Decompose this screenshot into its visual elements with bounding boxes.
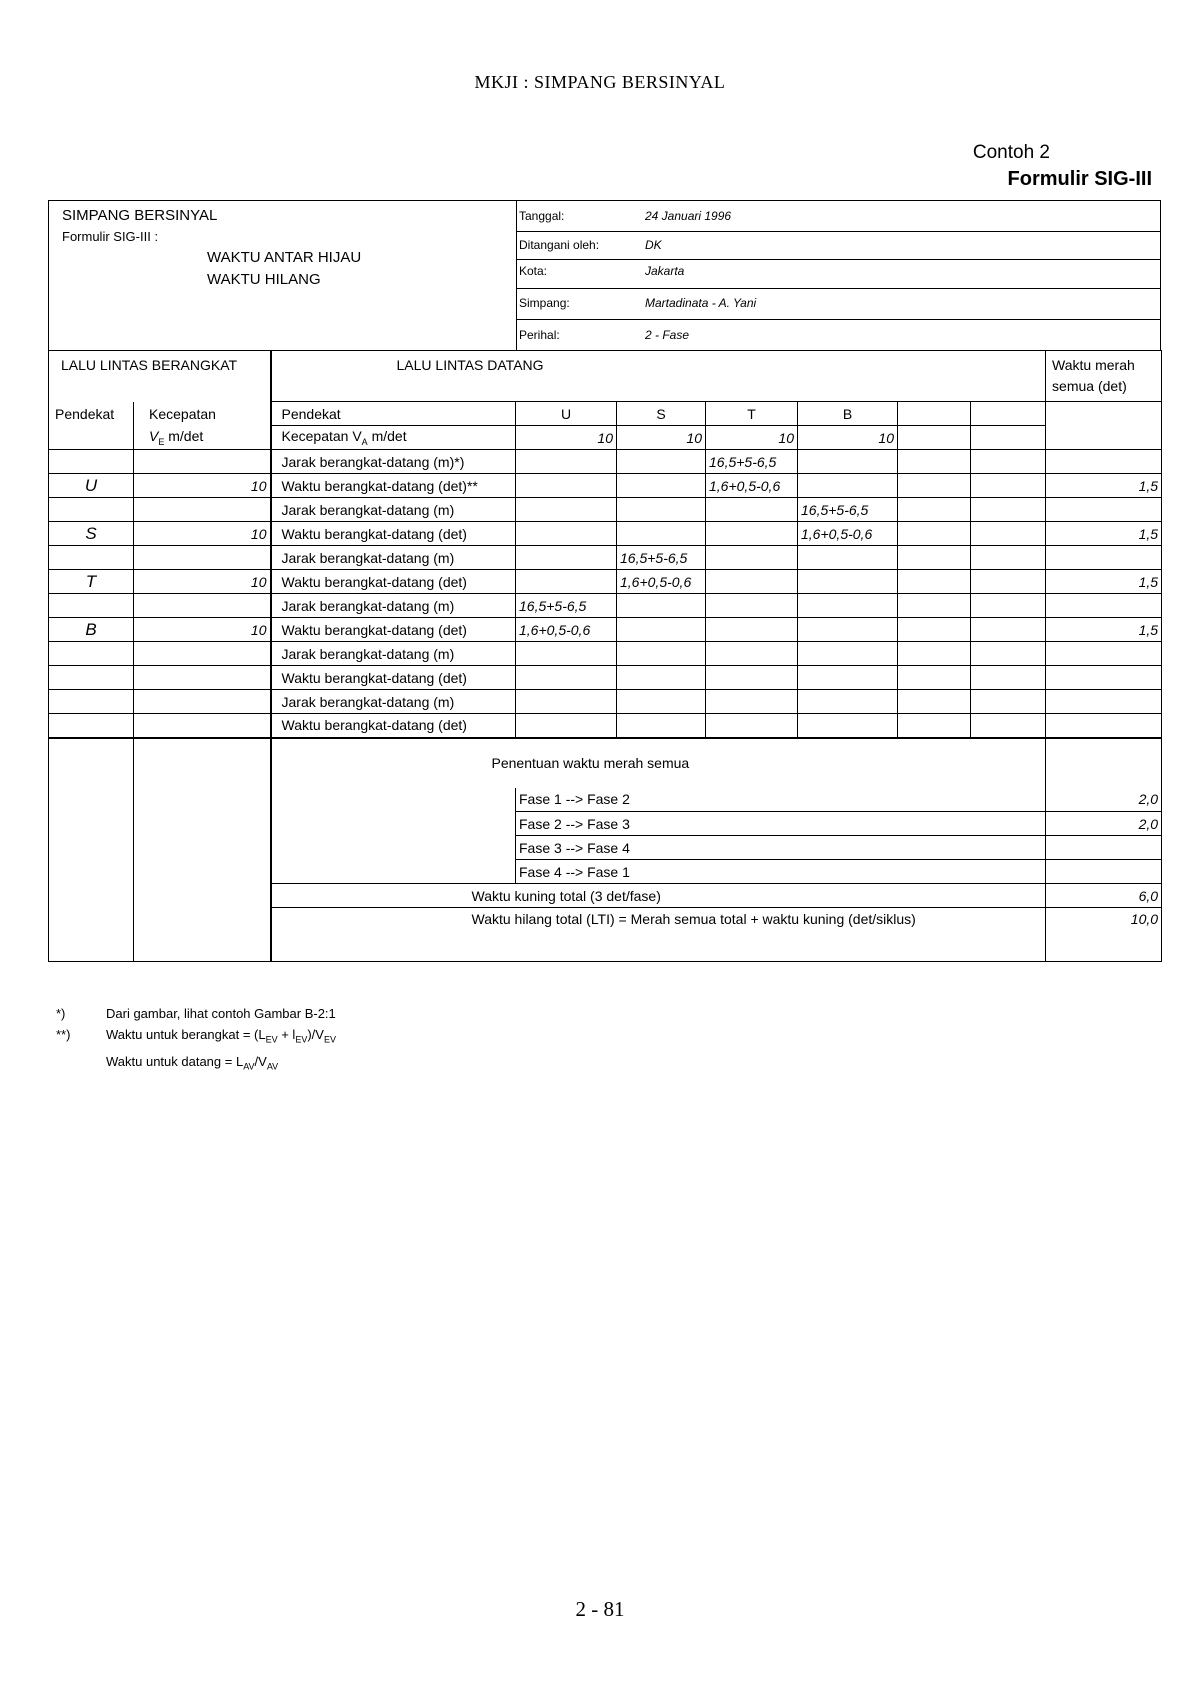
empty-cell xyxy=(1046,546,1162,570)
jarak-cell xyxy=(516,450,617,474)
va-value-u: 10 xyxy=(516,426,617,450)
footnote-1: *) Dari gambar, lihat contoh Gambar B-2:1 xyxy=(56,1006,336,1021)
jarak-label: Jarak berangkat-datang (m) xyxy=(271,690,516,714)
fase-value-2: 2,0 xyxy=(1046,812,1162,836)
empty-cell xyxy=(971,498,1046,522)
info-row-kota xyxy=(517,259,1160,289)
waktu-label: Waktu berangkat-datang (det) xyxy=(271,618,516,642)
bottom-empty-left-2 xyxy=(134,738,271,962)
empty-cell xyxy=(971,642,1046,666)
empty-cell xyxy=(971,546,1046,570)
jarak-row-b xyxy=(49,594,1162,618)
empty-cell xyxy=(898,426,971,450)
fase-value-3 xyxy=(1046,836,1162,860)
info-value: Jakarta xyxy=(645,264,685,278)
waktu-cell: 1,6+0,5-0,6 xyxy=(798,522,898,546)
empty-cell xyxy=(898,594,971,618)
waktu-label: Waktu berangkat-datang (det) xyxy=(271,714,516,738)
empty-cell xyxy=(798,642,898,666)
penentuan-label: Penentuan waktu merah semua xyxy=(271,738,1046,788)
waktu-row-b xyxy=(49,618,1162,642)
jarak-cell xyxy=(706,546,798,570)
merah-header-line1: Waktu merah xyxy=(1052,357,1135,373)
waktu-row-t xyxy=(49,570,1162,594)
kecepatan-u: 10 xyxy=(134,474,271,498)
empty-cell xyxy=(49,498,134,522)
empty-cell xyxy=(134,450,271,474)
approach-col-empty xyxy=(898,402,971,426)
empty-cell xyxy=(49,426,134,450)
jarak-cell: 16,5+5-6,5 xyxy=(516,594,617,618)
empty-cell xyxy=(134,498,271,522)
empty-cell xyxy=(134,690,271,714)
jarak-cell xyxy=(617,450,706,474)
fase-label-1: Fase 1 --> Fase 2 xyxy=(516,788,1046,812)
jarak-row-empty xyxy=(49,690,1162,714)
merah-s: 1,5 xyxy=(1046,522,1162,546)
waktu-cell xyxy=(798,570,898,594)
empty-cell xyxy=(798,690,898,714)
form-subject-2: WAKTU HILANG xyxy=(207,271,321,288)
pendekat-b: B xyxy=(49,618,134,642)
empty-cell xyxy=(1046,426,1162,450)
empty-cell xyxy=(898,714,971,738)
empty-cell xyxy=(516,714,617,738)
empty-cell xyxy=(971,522,1046,546)
waktu-cell xyxy=(617,618,706,642)
form-title: Formulir SIG-III xyxy=(1007,168,1152,190)
empty-cell xyxy=(898,450,971,474)
waktu-row-empty xyxy=(49,714,1162,738)
empty-cell xyxy=(898,474,971,498)
empty-cell xyxy=(49,594,134,618)
empty-cell xyxy=(134,714,271,738)
empty-cell xyxy=(898,546,971,570)
kecepatan-t: 10 xyxy=(134,570,271,594)
datang-pendekat-label: Pendekat xyxy=(271,402,516,426)
approach-col-u: U xyxy=(516,402,617,426)
header-row-2 xyxy=(49,402,1162,426)
header-row-1 xyxy=(49,351,1162,402)
form-name-panel xyxy=(49,201,517,351)
va-value-t: 10 xyxy=(706,426,798,450)
empty-cell xyxy=(271,836,516,860)
datang-header: LALU LINTAS DATANG xyxy=(271,351,1046,402)
approach-col-b: B xyxy=(798,402,898,426)
approach-col-s: S xyxy=(617,402,706,426)
example-label: Contoh 2 xyxy=(972,142,1050,163)
empty-cell xyxy=(706,642,798,666)
jarak-cell xyxy=(516,498,617,522)
jarak-cell xyxy=(706,594,798,618)
empty-cell xyxy=(271,812,516,836)
waktu-row-s xyxy=(49,522,1162,546)
va-label: Kecepatan $V_A$ m/det xyxy=(271,426,516,450)
waktu-label: Waktu berangkat-datang (det) xyxy=(271,522,516,546)
info-value: Martadinata - A. Yani xyxy=(645,296,757,310)
approach-col-t: T xyxy=(706,402,798,426)
info-row-ditangani xyxy=(517,231,1160,260)
empty-cell xyxy=(898,498,971,522)
waktu-cell: 1,6+0,5-0,6 xyxy=(706,474,798,498)
empty-cell xyxy=(617,642,706,666)
empty-cell xyxy=(971,594,1046,618)
empty-cell xyxy=(1046,498,1162,522)
va-value-b: 10 xyxy=(798,426,898,450)
empty-cell xyxy=(971,450,1046,474)
empty-cell xyxy=(134,642,271,666)
penentuan-row xyxy=(49,738,1162,788)
empty-cell xyxy=(706,690,798,714)
info-value: 2 - Fase xyxy=(645,328,690,342)
jarak-cell: 16,5+5-6,5 xyxy=(706,450,798,474)
form-code: Formulir SIG-III : xyxy=(62,229,159,244)
kecepatan-b: 10 xyxy=(134,618,271,642)
empty-cell xyxy=(49,546,134,570)
info-value: DK xyxy=(645,238,662,252)
empty-cell xyxy=(1046,690,1162,714)
berangkat-header: LALU LINTAS BERANGKAT xyxy=(49,351,271,402)
lti-label: Waktu hilang total (LTI) = Merah semua total + waktu kuning (det/siklus) xyxy=(271,908,1046,932)
merah-t: 1,5 xyxy=(1046,570,1162,594)
fase-label-3: Fase 3 --> Fase 4 xyxy=(516,836,1046,860)
jarak-label: Jarak berangkat-datang (m) xyxy=(271,642,516,666)
info-row-perihal xyxy=(517,319,1160,351)
pendekat-u: U xyxy=(49,474,134,498)
jarak-cell xyxy=(617,594,706,618)
empty-cell xyxy=(971,426,1046,450)
intergreen-table xyxy=(48,350,1162,962)
empty-cell xyxy=(798,666,898,690)
info-row-simpang xyxy=(517,288,1160,320)
pendekat-t: T xyxy=(49,570,134,594)
form-category: SIMPANG BERSINYAL xyxy=(62,207,218,224)
page-number: 2 - 81 xyxy=(575,1597,625,1621)
approach-col-empty xyxy=(971,402,1046,426)
info-label: Simpang: xyxy=(519,296,570,310)
merah-header xyxy=(1046,351,1162,402)
empty-cell xyxy=(971,690,1046,714)
kuning-label: Waktu kuning total (3 det/fase) xyxy=(271,884,1046,908)
kecepatan-s: 10 xyxy=(134,522,271,546)
waktu-cell xyxy=(516,570,617,594)
waktu-label: Waktu berangkat-datang (det) xyxy=(271,666,516,690)
waktu-cell xyxy=(516,474,617,498)
empty-cell xyxy=(1046,738,1162,788)
merah-b: 1,5 xyxy=(1046,618,1162,642)
kuning-value: 6,0 xyxy=(1046,884,1162,908)
info-label: Tanggal: xyxy=(519,209,565,223)
kecepatan-label: Kecepatan xyxy=(134,402,271,426)
empty-cell xyxy=(271,932,1046,962)
empty-cell xyxy=(516,642,617,666)
jarak-cell xyxy=(617,498,706,522)
waktu-cell xyxy=(706,570,798,594)
empty-cell xyxy=(971,666,1046,690)
bottom-empty-left xyxy=(49,738,134,962)
empty-cell xyxy=(271,788,516,812)
jarak-row-t xyxy=(49,546,1162,570)
jarak-row-s xyxy=(49,498,1162,522)
waktu-cell xyxy=(617,522,706,546)
footnote-3: Waktu untuk $datang = L_{AV}/V_{AV}$ xyxy=(106,1053,279,1072)
empty-cell xyxy=(971,570,1046,594)
empty-cell xyxy=(971,714,1046,738)
empty-cell xyxy=(971,618,1046,642)
empty-cell xyxy=(49,642,134,666)
jarak-cell xyxy=(798,594,898,618)
waktu-cell xyxy=(798,618,898,642)
empty-cell xyxy=(898,522,971,546)
running-header: MKJI : SIMPANG BERSINYAL xyxy=(474,72,726,92)
empty-cell xyxy=(898,618,971,642)
lti-value: 10,0 xyxy=(1046,908,1162,932)
fase-value-4 xyxy=(1046,860,1162,884)
form-info-block xyxy=(48,200,1161,350)
pendekat-label: Pendekat xyxy=(49,402,134,426)
merah-empty xyxy=(1046,402,1162,426)
empty-cell xyxy=(617,714,706,738)
jarak-cell xyxy=(706,498,798,522)
waktu-cell xyxy=(798,474,898,498)
jarak-label: Jarak berangkat-datang (m)*) xyxy=(271,450,516,474)
va-value-s: 10 xyxy=(617,426,706,450)
empty-cell xyxy=(971,474,1046,498)
empty-cell xyxy=(898,642,971,666)
waktu-label: Waktu berangkat-datang (det) xyxy=(271,570,516,594)
va-row xyxy=(49,426,1162,450)
empty-cell xyxy=(1046,932,1162,962)
jarak-cell xyxy=(798,546,898,570)
waktu-cell xyxy=(706,618,798,642)
jarak-label: Jarak berangkat-datang (m) xyxy=(271,594,516,618)
empty-cell xyxy=(706,714,798,738)
merah-u: 1,5 xyxy=(1046,474,1162,498)
empty-cell xyxy=(516,666,617,690)
footnote-2: **) Waktu untuk berangkat = $(L_{EV} + l_{EV})/V_{EV}$ xyxy=(56,1027,336,1045)
jarak-label: Jarak berangkat-datang (m) xyxy=(271,546,516,570)
jarak-cell: 16,5+5-6,5 xyxy=(798,498,898,522)
waktu-cell xyxy=(516,522,617,546)
waktu-label: Waktu berangkat-datang (det)** xyxy=(271,474,516,498)
merah-header-line2: semua (det) xyxy=(1052,378,1127,394)
form-subject-1: WAKTU ANTAR HIJAU xyxy=(207,249,362,266)
empty-cell xyxy=(1046,642,1162,666)
info-label: Kota: xyxy=(519,264,548,278)
empty-cell xyxy=(898,690,971,714)
jarak-label: Jarak berangkat-datang (m) xyxy=(271,498,516,522)
jarak-row-u xyxy=(49,450,1162,474)
empty-cell xyxy=(134,594,271,618)
waktu-row-u xyxy=(49,474,1162,498)
empty-cell xyxy=(49,714,134,738)
jarak-cell: 16,5+5-6,5 xyxy=(617,546,706,570)
jarak-cell xyxy=(516,546,617,570)
empty-cell xyxy=(798,714,898,738)
empty-cell xyxy=(134,666,271,690)
empty-cell xyxy=(898,570,971,594)
info-label: Perihal: xyxy=(519,328,560,342)
pendekat-s: S xyxy=(49,522,134,546)
jarak-row-empty xyxy=(49,642,1162,666)
empty-cell xyxy=(1046,666,1162,690)
empty-cell xyxy=(134,546,271,570)
empty-cell xyxy=(1046,450,1162,474)
waktu-cell xyxy=(617,474,706,498)
fase-label-4: Fase 4 --> Fase 1 xyxy=(516,860,1046,884)
waktu-cell: 1,6+0,5-0,6 xyxy=(516,618,617,642)
empty-cell xyxy=(49,690,134,714)
empty-cell xyxy=(706,666,798,690)
jarak-cell xyxy=(798,450,898,474)
empty-cell xyxy=(271,860,516,884)
empty-cell xyxy=(1046,594,1162,618)
empty-cell xyxy=(898,666,971,690)
footnotes xyxy=(56,1003,336,1077)
info-label: Ditangani oleh: xyxy=(519,238,600,252)
ve-unit-label: $V_E$ m/det xyxy=(134,426,271,450)
waktu-row-empty xyxy=(49,666,1162,690)
info-row-tanggal xyxy=(517,201,1160,232)
empty-cell xyxy=(49,450,134,474)
waktu-cell: 1,6+0,5-0,6 xyxy=(617,570,706,594)
empty-cell xyxy=(617,690,706,714)
empty-cell xyxy=(49,666,134,690)
empty-cell xyxy=(516,690,617,714)
empty-cell xyxy=(617,666,706,690)
waktu-cell xyxy=(706,522,798,546)
info-value: 24 Januari 1996 xyxy=(645,209,732,223)
fase-label-2: Fase 2 --> Fase 3 xyxy=(516,812,1046,836)
empty-cell xyxy=(1046,714,1162,738)
fase-value-1: 2,0 xyxy=(1046,788,1162,812)
